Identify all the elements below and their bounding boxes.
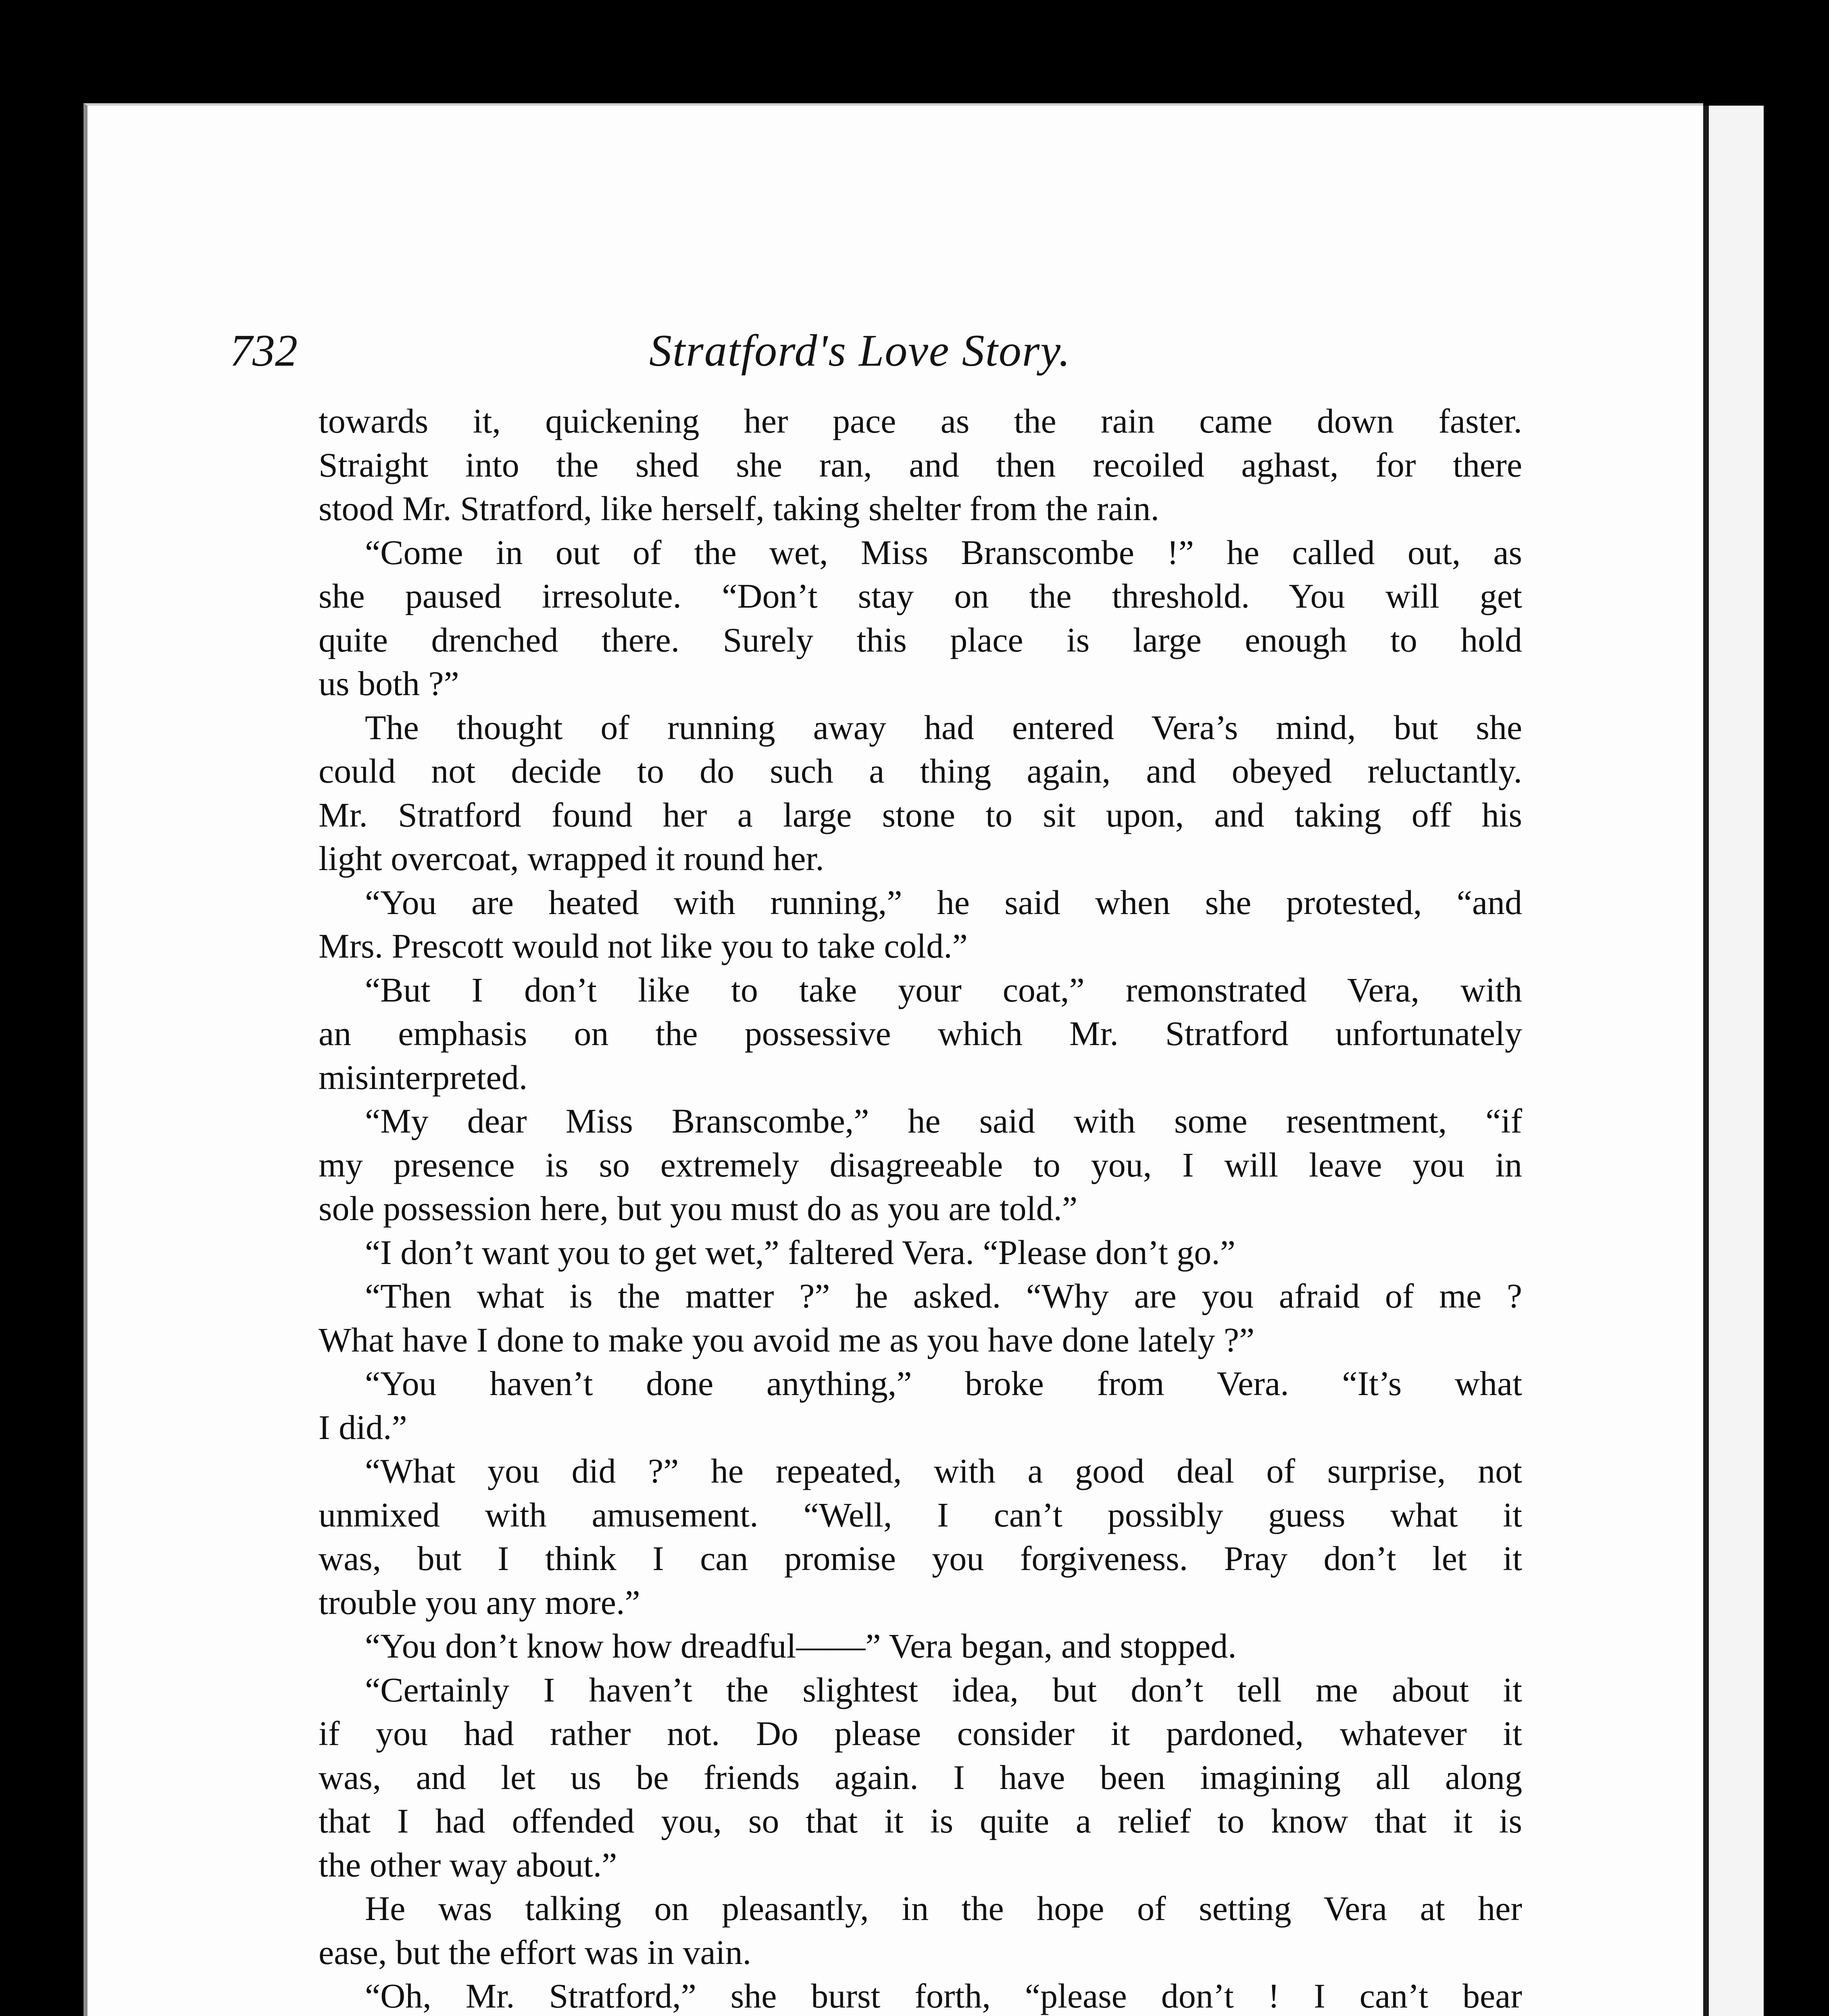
text-line bbox=[319, 662, 1522, 706]
text-line bbox=[319, 1274, 1522, 1318]
text-line-content: Mrs. Prescott would not like you to take cold.” bbox=[319, 927, 968, 965]
text-line-content: trouble you any more.” bbox=[319, 1583, 640, 1622]
text-line bbox=[319, 1668, 1522, 1712]
text-line bbox=[319, 1099, 1522, 1143]
text-line-content: quite drenched there. Surely this place is large enough to hold bbox=[319, 620, 1522, 659]
text-line bbox=[319, 1843, 1522, 1887]
text-line-content: “You are heated with running,” he said when she protested, “and bbox=[365, 883, 1522, 922]
text-line bbox=[319, 1318, 1522, 1362]
text-line-content: “What you did ?” he repeated, with a good deal of surprise, not bbox=[365, 1452, 1522, 1490]
text-line-content: sole possession here, but you must do as you are told.” bbox=[319, 1189, 1078, 1228]
text-line bbox=[319, 399, 1522, 443]
text-line bbox=[319, 531, 1522, 575]
text-line-content: “But I don’t like to take your coat,” remonstrated Vera, with bbox=[365, 970, 1522, 1009]
text-line-content: if you had rather not. Do please consider it pardoned, whatever it bbox=[319, 1714, 1522, 1753]
text-line bbox=[319, 837, 1522, 881]
text-line-content: “My dear Miss Branscombe,” he said with some resentment, “if bbox=[365, 1102, 1522, 1140]
text-line-content: “Certainly I haven’t the slightest idea, but don’t tell me about it bbox=[365, 1670, 1522, 1709]
running-title: Stratford's Love Story. bbox=[649, 326, 1071, 376]
text-line bbox=[319, 1887, 1522, 1931]
text-line bbox=[319, 1712, 1522, 1756]
text-line-content: “You haven’t done anything,” broke from Vera. “It’s what bbox=[365, 1364, 1522, 1403]
text-line-content: us both ?” bbox=[319, 664, 459, 703]
text-line-content: “Come in out of the wet, Miss Branscombe !” he called out, as bbox=[365, 533, 1522, 572]
text-line bbox=[319, 487, 1522, 531]
text-line bbox=[319, 1143, 1522, 1187]
facing-page-edge bbox=[1703, 106, 1764, 2016]
text-line-content: light overcoat, wrapped it round her. bbox=[319, 839, 824, 878]
text-line-content: the other way about.” bbox=[319, 1845, 617, 1884]
text-line bbox=[319, 574, 1522, 618]
text-line-content: could not decide to do such a thing again, and obeyed reluctantly. bbox=[319, 752, 1522, 790]
text-line-content: unmixed with amusement. “Well, I can’t possibly guess what it bbox=[319, 1495, 1522, 1534]
text-line-content: misinterpreted. bbox=[319, 1058, 528, 1097]
text-line bbox=[319, 1581, 1522, 1624]
text-line-content: “I don’t want you to get wet,” faltered Vera. “Please don’t go.” bbox=[365, 1233, 1235, 1272]
text-line bbox=[319, 968, 1522, 1012]
text-line bbox=[319, 793, 1522, 837]
text-line bbox=[319, 881, 1522, 925]
text-line bbox=[319, 1537, 1522, 1581]
page-header bbox=[230, 310, 1520, 391]
text-line-content: “You don’t know how dreadful——” Vera began, and stopped. bbox=[365, 1627, 1237, 1665]
text-line-content: was, but I think I can promise you forgiveness. Pray don’t let it bbox=[319, 1539, 1522, 1578]
text-line bbox=[319, 706, 1522, 750]
text-line bbox=[319, 1187, 1522, 1231]
text-line bbox=[319, 1449, 1522, 1493]
text-line bbox=[319, 1624, 1522, 1668]
text-line-content: was, and let us be friends again. I have been imagining all along bbox=[319, 1758, 1522, 1797]
text-line bbox=[319, 1362, 1522, 1406]
text-line bbox=[319, 1012, 1522, 1056]
text-line-content: “Oh, Mr. Stratford,” she burst forth, “please don’t ! I can’t bear bbox=[365, 1976, 1522, 2015]
text-line-content: she paused irresolute. “Don’t stay on the threshold. You will get bbox=[319, 577, 1522, 615]
text-line-content: He was talking on pleasantly, in the hope of setting Vera at her bbox=[365, 1889, 1522, 1928]
text-line-content: an emphasis on the possessive which Mr. Stratford unfortunately bbox=[319, 1014, 1522, 1053]
text-line-content: “Then what is the matter ?” he asked. “Why are you afraid of me ? bbox=[365, 1277, 1522, 1315]
text-line bbox=[319, 1931, 1522, 1974]
text-line bbox=[319, 618, 1522, 662]
text-line-content: ease, but the effort was in vain. bbox=[319, 1933, 752, 1972]
text-line-content: The thought of running away had entered Vera’s mind, but she bbox=[365, 708, 1522, 747]
text-line-content: that I had offended you, so that it is quite a relief to know that it is bbox=[319, 1801, 1522, 1840]
text-line bbox=[319, 1406, 1522, 1450]
text-line bbox=[319, 1493, 1522, 1537]
text-line bbox=[319, 1056, 1522, 1100]
text-line bbox=[319, 1756, 1522, 1799]
text-line bbox=[319, 749, 1522, 793]
text-line-content: What have I done to make you avoid me as you have done lately ?” bbox=[319, 1320, 1255, 1359]
text-line bbox=[319, 443, 1522, 487]
text-line bbox=[319, 1799, 1522, 1843]
text-line-content: stood Mr. Stratford, like herself, taking shelter from the rain. bbox=[319, 489, 1159, 528]
text-line-content: Mr. Stratford found her a large stone to sit upon, and taking off his bbox=[319, 795, 1522, 834]
body-text bbox=[319, 399, 1522, 2016]
text-line-content: I did.” bbox=[319, 1408, 407, 1447]
page-number: 732 bbox=[230, 326, 298, 376]
text-line-content: Straight into the shed she ran, and then recoiled aghast, for there bbox=[319, 445, 1522, 484]
text-line bbox=[319, 924, 1522, 968]
text-line bbox=[319, 1231, 1522, 1275]
text-line-content: towards it, quickening her pace as the rain came down faster. bbox=[319, 402, 1522, 440]
text-line-content: my presence is so extremely disagreeable to you, I will leave you in bbox=[319, 1145, 1522, 1184]
text-line bbox=[319, 1974, 1522, 2016]
